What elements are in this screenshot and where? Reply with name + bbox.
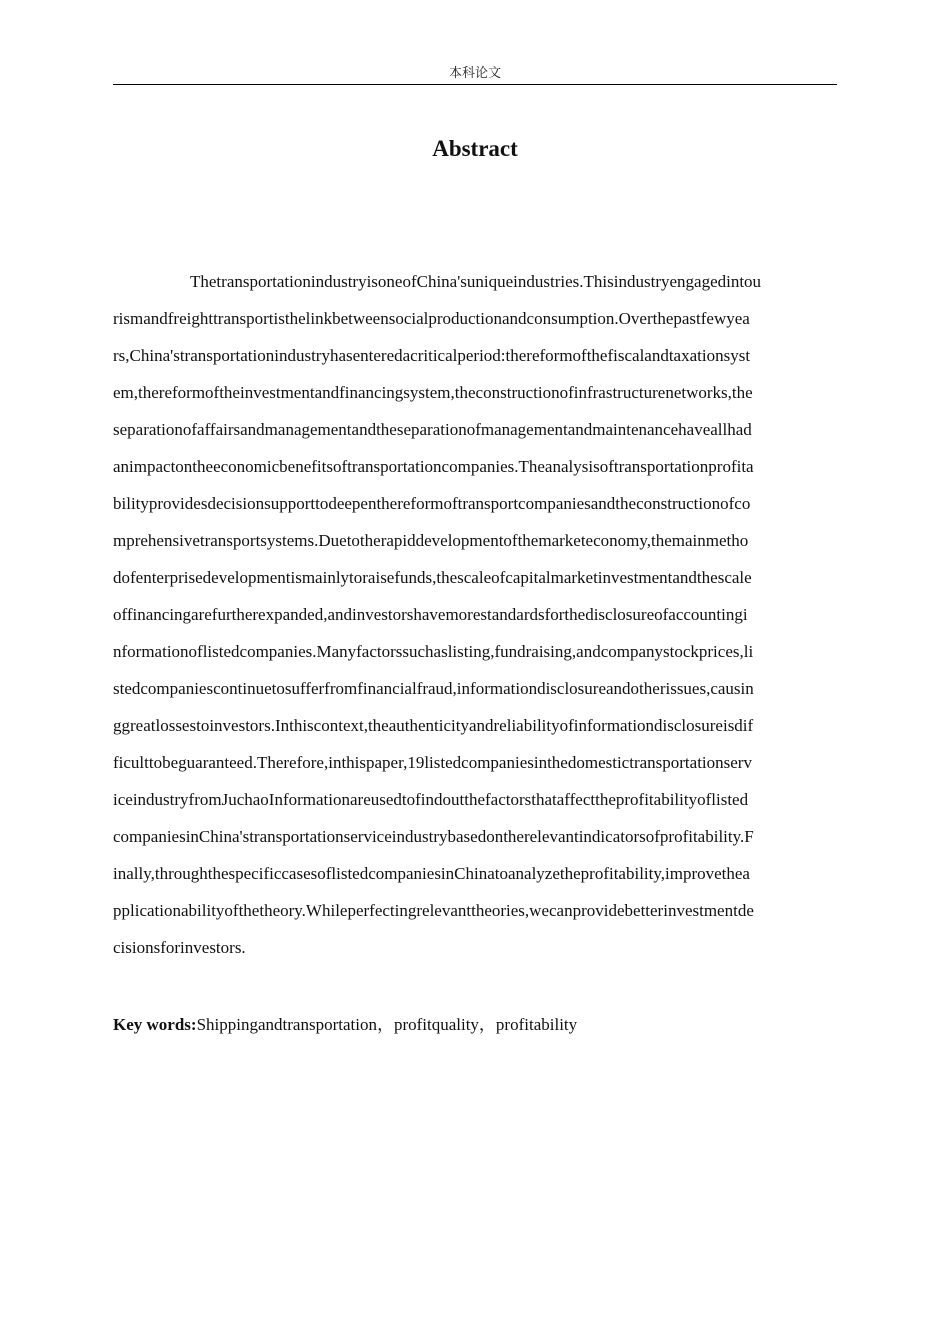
abstract-line: nformationoflistedcompanies.Manyfactorssuchaslisting,fundraising,andcompanystockprices,li — [113, 642, 754, 661]
abstract-line: mprehensivetransportsystems.Duetotherapiddevelopmentofthemarketeconomy,themainmetho — [113, 531, 749, 550]
abstract-line: stedcompaniescontinuetosufferfromfinancialfraud,informationdisclosureandotherissues,causin — [113, 679, 754, 698]
abstract-line: ficulttobeguaranteed.Therefore,inthispaper,19listedcompaniesinthedomestictransportationserv — [113, 753, 752, 772]
abstract-line: separationofaffairsandmanagementandtheseparationofmanagementandmaintenancehaveallhad — [113, 420, 752, 439]
abstract-line: iceindustryfromJuchaoInformationareusedtofindoutthefactorsthataffecttheprofitabilityoflisted — [113, 790, 749, 809]
abstract-line: rs,China'stransportationindustryhasenteredacriticalperiod:thereformofthefiscalandtaxationsyst — [113, 346, 751, 365]
keywords-value: Shippingandtransportation，profitquality，profitability — [196, 1015, 578, 1034]
abstract-title: Abstract — [432, 136, 518, 161]
page-header — [113, 64, 837, 85]
abstract-line: offinancingarefurtherexpanded,andinvestorshavemorestandardsforthedisclosureofaccountingi — [113, 605, 748, 624]
abstract-line: inally,throughthespecificcasesoflistedcompaniesinChinatoanalyzetheprofitability,improvethea — [113, 864, 750, 883]
abstract-line: companiesinChina'stransportationserviceindustrybasedontherelevantindicatorsofprofitability.F — [113, 827, 754, 846]
abstract-line: em,thereformoftheinvestmentandfinancingsystem,theconstructionofinfrastructurenetworks,the — [113, 383, 753, 402]
header-text: 本科论文 — [448, 66, 501, 81]
abstract-line: ggreatlossestoinvestors.Inthiscontext,theauthenticityandreliabilityofinformationdisclosureisdif — [113, 716, 754, 735]
abstract-line: cisionsforinvestors. — [113, 938, 246, 957]
abstract-line: rismandfreighttransportisthelinkbetweensocialproductionandconsumption.Overthepastfewyea — [113, 309, 750, 328]
abstract-line: animpactontheeconomicbenefitsoftransportationcompanies.Theanalysisoftransportationprofita — [113, 457, 754, 476]
abstract-line: pplicationabilityofthetheory.Whileperfectingrelevanttheories,wecanprovidebetterinvestmentde — [113, 901, 754, 920]
abstract-line: bilityprovidesdecisionsupporttodeepenthereformoftransportcompaniesandtheconstructionofco — [113, 494, 751, 513]
abstract-line: ThetransportationindustryisoneofChina'suniqueindustries.Thisindustryengagedintou — [190, 272, 762, 291]
abstract-line: dofenterprisedevelopmentismainlytoraisefunds,thescaleofcapitalmarketinvestmentandthescale — [113, 568, 752, 587]
keywords-label: Key words: — [113, 1015, 197, 1034]
keywords — [113, 1009, 837, 1041]
abstract-body — [113, 263, 837, 966]
